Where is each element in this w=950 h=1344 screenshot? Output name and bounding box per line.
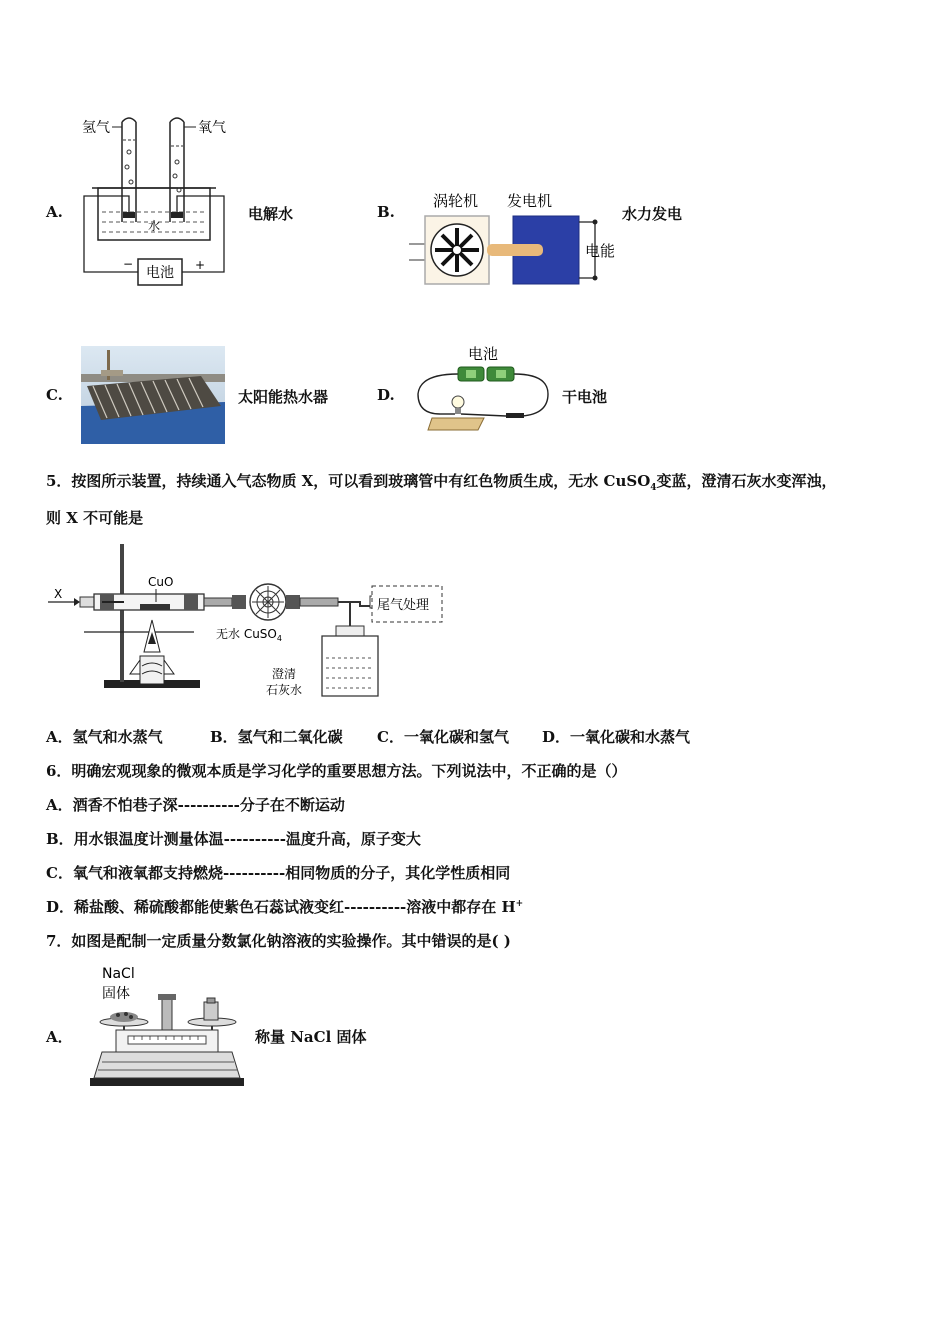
q4-option-d-letter: D. xyxy=(377,386,395,404)
q5-lime-label-1: 澄清 xyxy=(272,667,297,681)
electrolysis-hydrogen-label: 氢气 xyxy=(82,120,110,136)
q5-stem-line2: 则 X 不可能是 xyxy=(46,509,144,527)
q7-option-a-letter: A． xyxy=(46,1028,73,1046)
q5-cuso4-label: 无水 CuSO$_4$ xyxy=(216,627,282,643)
q5-x-label: X xyxy=(54,587,63,601)
q4-option-c-letter: C. xyxy=(46,386,63,404)
q5-cuo-label: CuO xyxy=(148,575,174,589)
q7-option-a-caption: 称量 NaCl 固体 xyxy=(255,1028,367,1046)
q6-stem: 6．明确宏观现象的微观本质是学习化学的重要思想方法。下列说法中，不正确的是（） xyxy=(46,762,627,780)
q5-option-a: A．氢气和水蒸气 xyxy=(46,728,163,746)
q4-option-b-letter: B. xyxy=(377,203,395,221)
balance-solid-label: 固体 xyxy=(102,986,130,1002)
q6-option-b: B．用水银温度计测量体温----------温度升高，原子变大 xyxy=(46,830,421,848)
q6-option-c: C．氧气和液氧都支持燃烧----------相同物质的分子，其化学性质相同 xyxy=(46,864,511,882)
hydro-electric-label: 电能 xyxy=(585,242,616,260)
balance-figure xyxy=(88,962,248,1090)
electrolysis-minus-label: − xyxy=(122,257,134,271)
electrolysis-oxygen-label: 氧气 xyxy=(198,120,226,136)
solar-heater-photo xyxy=(81,346,225,444)
q5-stem-line1: 5．按图所示装置，持续通入气态物质 X，可以看到玻璃管中有红色物质生成，无水 CuSO$_4$变蓝，澄清石灰水变浑浊， xyxy=(46,472,837,493)
electrolysis-battery-label: 电池 xyxy=(146,265,174,281)
electrolysis-plus-label: + xyxy=(194,258,206,272)
q5-option-c: C．一氧化碳和氢气 xyxy=(377,728,509,746)
dry-battery-label: 电池 xyxy=(468,345,499,363)
q6-option-d: D．稀盐酸、稀硫酸都能使紫色石蕊试液变红----------溶液中都存在 H+ xyxy=(46,898,524,916)
balance-nacl-label: NaCl xyxy=(102,966,135,982)
q5-option-d: D．一氧化碳和水蒸气 xyxy=(542,728,691,746)
q5-apparatus-figure xyxy=(44,540,454,702)
hydro-generator-label: 发电机 xyxy=(507,192,553,210)
q4-option-a-letter: A. xyxy=(46,203,63,221)
q6-option-a: A．酒香不怕巷子深----------分子在不断运动 xyxy=(46,796,345,814)
q4-option-b-caption: 水力发电 xyxy=(622,205,683,223)
q4-option-d-caption: 干电池 xyxy=(562,388,608,406)
q5-option-b: B．氢气和二氧化碳 xyxy=(210,728,343,746)
hydro-figure xyxy=(405,188,620,292)
electrolysis-figure xyxy=(78,112,238,292)
q5-tail-gas-label: 尾气处理 xyxy=(377,598,430,613)
q7-stem: 7．如图是配制一定质量分数氯化钠溶液的实验操作。其中错误的是( ) xyxy=(46,932,511,950)
hydro-turbine-label: 涡轮机 xyxy=(433,192,479,210)
electrolysis-water-label: 水 xyxy=(147,219,161,233)
q4-option-c-caption: 太阳能热水器 xyxy=(238,388,329,406)
q5-lime-label-2: 石灰水 xyxy=(266,683,303,697)
q4-option-a-caption: 电解水 xyxy=(248,205,294,223)
dry-battery-figure xyxy=(410,342,555,434)
